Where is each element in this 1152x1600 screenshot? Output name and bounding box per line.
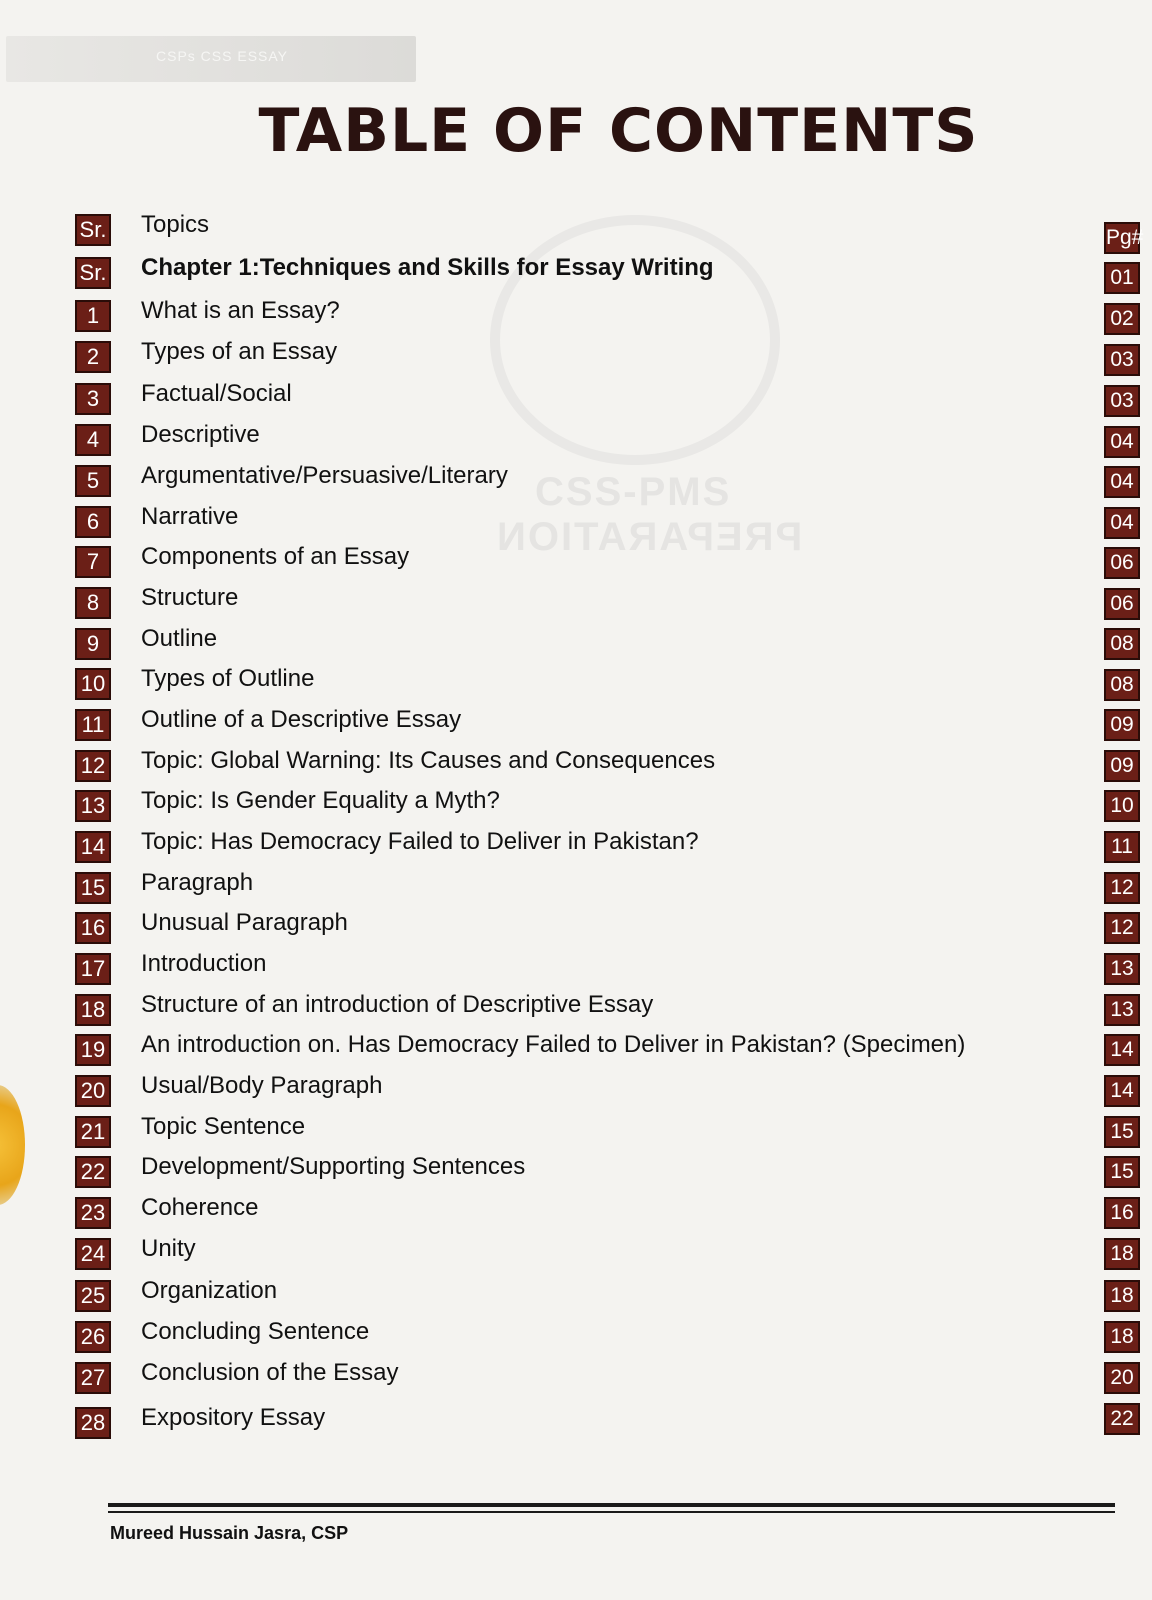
pg-header: Pg#	[1104, 222, 1140, 254]
toc-sr-number: 18	[75, 994, 111, 1026]
toc-sr-number: 28	[75, 1407, 111, 1439]
toc-sr-number: 4	[75, 424, 111, 456]
author-name: Mureed Hussain Jasra, CSP	[110, 1523, 349, 1543]
toc-topic: Descriptive	[141, 421, 260, 448]
toc-page-number: 04	[1104, 466, 1140, 498]
toc-page-number: 06	[1104, 547, 1140, 579]
toc-topic: Outline of a Descriptive Essay	[141, 706, 462, 733]
toc-page-number: 04	[1104, 507, 1140, 539]
toc-page-number: 15	[1104, 1116, 1140, 1148]
toc-topic: Outline	[141, 625, 218, 652]
toc-page-number: 15	[1104, 1156, 1140, 1188]
toc-topic: Types of Outline	[141, 665, 315, 692]
toc-sr-number: 17	[75, 953, 111, 985]
toc-sr-number: 15	[75, 872, 111, 904]
toc-sr-number: 8	[75, 587, 111, 619]
toc-topic: Argumentative/Persuasive/Literary	[141, 462, 508, 489]
toc-topic: Unity	[141, 1235, 196, 1262]
toc-page-number: 18	[1104, 1280, 1140, 1312]
toc-sr-number: 13	[75, 790, 111, 822]
toc-topic: Topic: Has Democracy Failed to Deliver in Pakistan?	[141, 828, 699, 855]
toc-topic: Topic: Is Gender Equality a Myth?	[141, 787, 500, 814]
toc-sr-number: 22	[75, 1156, 111, 1188]
toc-sr-number: 27	[75, 1362, 111, 1394]
toc-page-number: 18	[1104, 1321, 1140, 1353]
toc-sr-number: 16	[75, 912, 111, 944]
toc-topic: Structure	[141, 584, 239, 611]
toc-page-number: 02	[1104, 303, 1140, 335]
toc-sr-number: 26	[75, 1321, 111, 1353]
toc-page-number: 10	[1104, 790, 1140, 822]
toc-topic: What is an Essay?	[141, 297, 340, 324]
toc-sr-number: 10	[75, 668, 111, 700]
toc-topic: Development/Supporting Sentences	[141, 1153, 526, 1180]
toc-page-number: 08	[1104, 669, 1140, 701]
toc-page-number: 06	[1104, 588, 1140, 620]
toc-topic: An introduction on. Has Democracy Failed to Deliver in Pakistan? (Specimen)	[141, 1031, 966, 1058]
toc-page-number: 04	[1104, 426, 1140, 458]
toc-topic: Organization	[141, 1277, 278, 1304]
toc-topic: Factual/Social	[141, 380, 292, 407]
toc-topic: Expository Essay	[141, 1404, 326, 1431]
toc-topic: Paragraph	[141, 869, 254, 896]
toc-page-number: 08	[1104, 628, 1140, 660]
toc-topic: Introduction	[141, 950, 267, 977]
header-band-text: CSPs CSS ESSAY	[156, 48, 289, 64]
page-title: TABLE OF CONTENTS	[258, 96, 979, 166]
toc-page-number: 18	[1104, 1238, 1140, 1270]
toc-topic: Structure of an introduction of Descriptive Essay	[141, 991, 654, 1018]
toc-sr-number: 23	[75, 1197, 111, 1229]
toc-sr-number: 21	[75, 1116, 111, 1148]
toc-page-number: 11	[1104, 831, 1140, 863]
toc-page-number: 01	[1104, 262, 1140, 294]
toc-page-number: 12	[1104, 872, 1140, 904]
toc-page-number: 14	[1104, 1034, 1140, 1066]
topics-header: Topics	[141, 211, 210, 238]
footer-rule	[108, 1503, 1115, 1507]
toc-sr-number: 3	[75, 383, 111, 415]
watermark-line-2: PREPARATION	[495, 515, 803, 559]
toc-page-number: 13	[1104, 953, 1140, 985]
toc-sr-number: 20	[75, 1075, 111, 1107]
toc-topic: Types of an Essay	[141, 338, 338, 365]
toc-page-number: 09	[1104, 709, 1140, 741]
toc-page-number: 03	[1104, 385, 1140, 417]
toc-topic: Coherence	[141, 1194, 259, 1221]
toc-sr-number: 5	[75, 465, 111, 497]
toc-sr-number: 14	[75, 831, 111, 863]
toc-sr-number: 9	[75, 628, 111, 660]
toc-topic: Topic: Global Warning: Its Causes and Consequences	[141, 747, 716, 774]
toc-page-number: 03	[1104, 344, 1140, 376]
toc-sr-number: 7	[75, 546, 111, 578]
toc-page-number: 22	[1104, 1403, 1140, 1435]
toc-topic: Concluding Sentence	[141, 1318, 370, 1345]
watermark-line-1: CSS-PMS	[535, 470, 732, 514]
toc-sr-number: 25	[75, 1280, 111, 1312]
toc-sr-number: 6	[75, 506, 111, 538]
toc-topic: Narrative	[141, 503, 239, 530]
toc-sr-number: 12	[75, 750, 111, 782]
toc-page-number: 16	[1104, 1197, 1140, 1229]
chapter-title: Chapter 1:Techniques and Skills for Essay Writing	[141, 254, 714, 281]
toc-topic: Unusual Paragraph	[141, 909, 348, 936]
toc-page-number: 09	[1104, 750, 1140, 782]
toc-topic: Topic Sentence	[141, 1113, 306, 1140]
toc-page-number: 14	[1104, 1075, 1140, 1107]
toc-topic: Components of an Essay	[141, 543, 410, 570]
footer-rule-thin	[108, 1511, 1115, 1513]
sr-header: Sr.	[75, 214, 111, 246]
toc-page-number: 13	[1104, 994, 1140, 1026]
toc-sr-number: 24	[75, 1238, 111, 1270]
toc-sr-number: 2	[75, 341, 111, 373]
toc-sr-number: 1	[75, 300, 111, 332]
toc-topic: Conclusion of the Essay	[141, 1359, 399, 1386]
toc-page-number: 20	[1104, 1362, 1140, 1394]
toc-sr-number: 11	[75, 709, 111, 741]
toc-page-number: 12	[1104, 912, 1140, 944]
chapter-sr: Sr.	[75, 257, 111, 289]
toc-sr-number: 19	[75, 1034, 111, 1066]
toc-topic: Usual/Body Paragraph	[141, 1072, 383, 1099]
